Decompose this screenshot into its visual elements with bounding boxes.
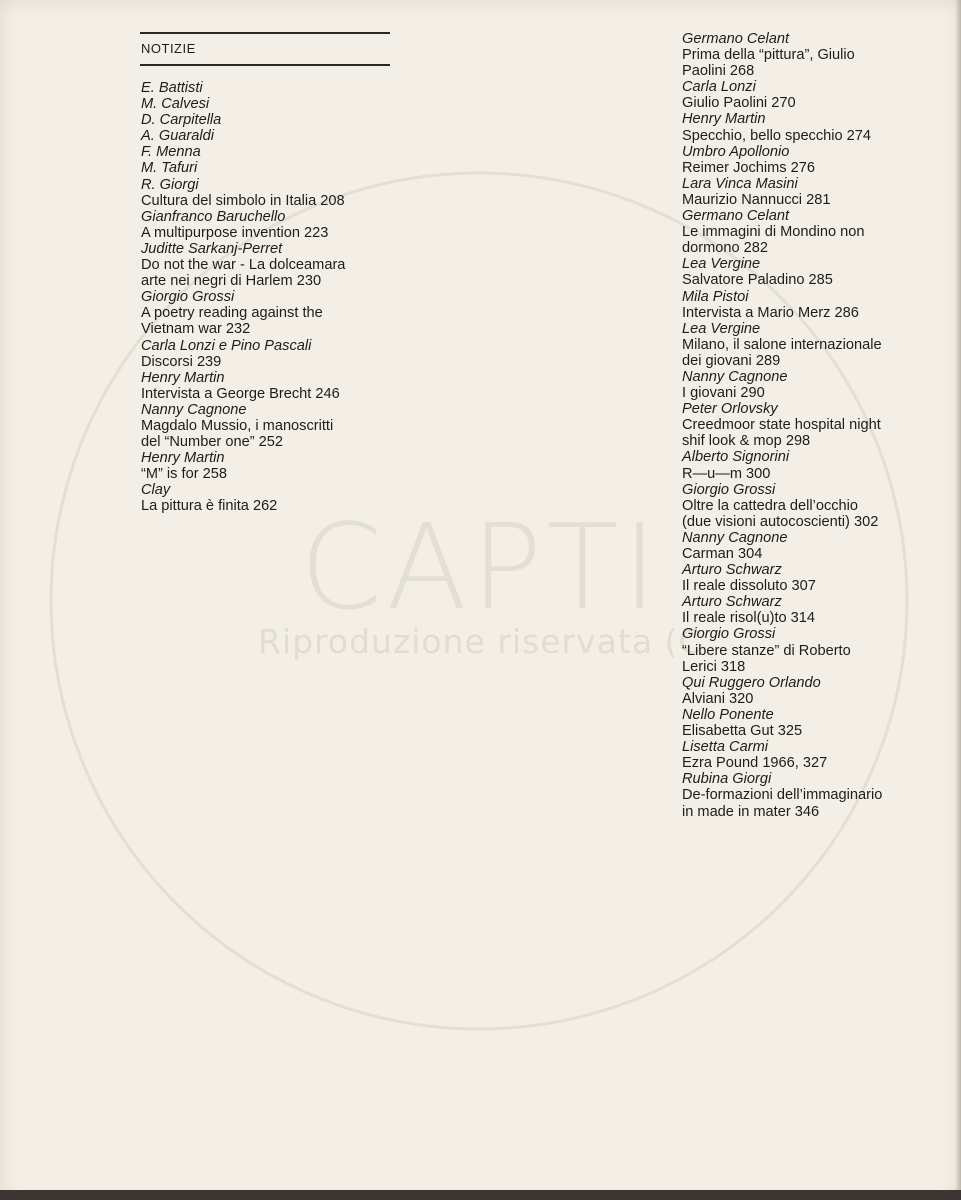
entry-author: Umbro Apollonio <box>682 143 790 160</box>
entry-title: Intervista a Mario Merz 286 <box>682 304 859 321</box>
entry-title: Vietnam war 232 <box>141 321 251 338</box>
watermark-text: Riproduzione riservata (C <box>258 622 703 661</box>
entry-author: Arturo Schwarz <box>682 562 782 579</box>
entry-title: (due visioni autocoscienti) 302 <box>682 513 879 530</box>
entry-title: Creedmoor state hospital night <box>682 417 881 434</box>
entry-author: Lisetta Carmi <box>682 739 768 756</box>
entry-title: La pittura è finita 262 <box>141 498 278 515</box>
entry-title: De-formazioni dell’immaginario <box>682 787 883 804</box>
entry-title: Discorsi 239 <box>141 353 222 370</box>
entry-author: Germano Celant <box>682 31 790 47</box>
entry-title: Maurizio Nannucci 281 <box>682 191 831 208</box>
entry-title: dei giovani 289 <box>682 352 781 369</box>
entry-author: Alberto Signorini <box>682 449 790 466</box>
entry-title: Prima della “pittura”, Giulio <box>682 47 855 64</box>
entry-author: Giorgio Grossi <box>682 481 776 498</box>
entry-author: Clay <box>141 482 171 499</box>
header-rule-bottom <box>140 64 390 66</box>
entry-title: Il reale dissoluto 307 <box>682 578 816 595</box>
entry-title: Le immagini di Mondino non <box>682 224 865 241</box>
entry-author: Gianfranco Baruchello <box>141 208 286 225</box>
entry-title: Oltre la cattedra dell’occhio <box>682 497 859 514</box>
entry-title: Paolini 268 <box>682 63 755 80</box>
entry-title: Specchio, bello specchio 274 <box>682 127 872 144</box>
entry-author: D. Carpitella <box>141 112 222 129</box>
entry-author: Carla Lonzi e Pino Pascali <box>141 337 312 354</box>
entry-title: del “Number one” 252 <box>141 434 283 451</box>
entry-author: Peter Orlovsky <box>682 401 778 418</box>
entry-title: Il reale risol(u)to 314 <box>682 610 816 627</box>
entry-author: Henry Martin <box>682 111 766 128</box>
entry-author: Mila Pistoi <box>682 288 749 305</box>
entry-author: Carla Lonzi <box>682 79 756 96</box>
page-bottom-band <box>0 1190 961 1200</box>
entry-title: Reimer Jochims 276 <box>682 159 816 176</box>
entry-title: in made in mater 346 <box>682 803 820 820</box>
entry-author: A. Guaraldi <box>141 128 215 145</box>
entry-title: I giovani 290 <box>682 385 765 402</box>
entry-author: Qui Ruggero Orlando <box>682 674 821 691</box>
entry-title: Salvatore Paladino 285 <box>682 272 833 289</box>
entry-title: Magdalo Mussio, i manoscritti <box>141 417 334 434</box>
entry-title: A poetry reading against the <box>141 305 323 322</box>
entry-title: A multipurpose invention 223 <box>141 224 329 241</box>
entry-author: Henry Martin <box>141 369 225 386</box>
entry-title: arte nei negri di Harlem 230 <box>141 273 322 290</box>
entry-title: dormono 282 <box>682 240 769 257</box>
entry-title: Intervista a George Brecht 246 <box>141 385 340 402</box>
contents-left-column <box>141 80 396 515</box>
entry-author: Lea Vergine <box>682 256 761 273</box>
entry-author: R. Giorgi <box>141 176 199 193</box>
entry-author: Juditte Sarkanj-Perret <box>141 240 283 257</box>
entry-author: F. Menna <box>141 144 201 161</box>
entry-title: Elisabetta Gut 325 <box>682 723 803 740</box>
entry-title: Cultura del simbolo in Italia 208 <box>141 192 345 209</box>
entry-author: Rubina Giorgi <box>682 771 772 788</box>
entry-author: Giorgio Grossi <box>682 626 776 643</box>
entry-title: Lerici 318 <box>682 658 746 675</box>
entry-author: Lara Vinca Masini <box>682 175 798 192</box>
entry-title: Ezra Pound 1966, 327 <box>682 755 828 772</box>
watermark-logo: CAPTI <box>299 498 662 636</box>
entry-title: “Libere stanze” di Roberto <box>682 642 851 659</box>
entry-author: M. Tafuri <box>141 160 198 177</box>
entry-title: Milano, il salone internazionale <box>682 336 882 353</box>
entry-author: Arturo Schwarz <box>682 594 782 611</box>
entry-author: M. Calvesi <box>141 96 210 113</box>
contents-right-column <box>682 31 922 820</box>
section-header <box>140 32 390 66</box>
entry-author: Henry Martin <box>141 450 225 467</box>
entry-author: E. Battisti <box>141 80 203 96</box>
entry-author: Nanny Cagnone <box>682 529 788 546</box>
entry-title: Alviani 320 <box>682 690 754 707</box>
entry-author: Nanny Cagnone <box>141 401 247 418</box>
section-title: NOTIZIE <box>141 41 196 56</box>
entry-author: Lea Vergine <box>682 320 761 337</box>
entry-title: “M” is for 258 <box>141 466 227 483</box>
entry-title: Carman 304 <box>682 546 763 562</box>
entry-title: shif look & mop 298 <box>682 433 811 450</box>
entry-title: Do not the war - La dolceamara <box>141 257 346 274</box>
entry-author: Germano Celant <box>682 208 790 225</box>
entry-author: Nello Ponente <box>682 706 774 723</box>
entry-title: Giulio Paolini 270 <box>682 95 796 112</box>
entry-author: Nanny Cagnone <box>682 368 788 385</box>
entry-title: R—u—m 300 <box>682 465 771 482</box>
entry-author: Giorgio Grossi <box>141 289 235 306</box>
